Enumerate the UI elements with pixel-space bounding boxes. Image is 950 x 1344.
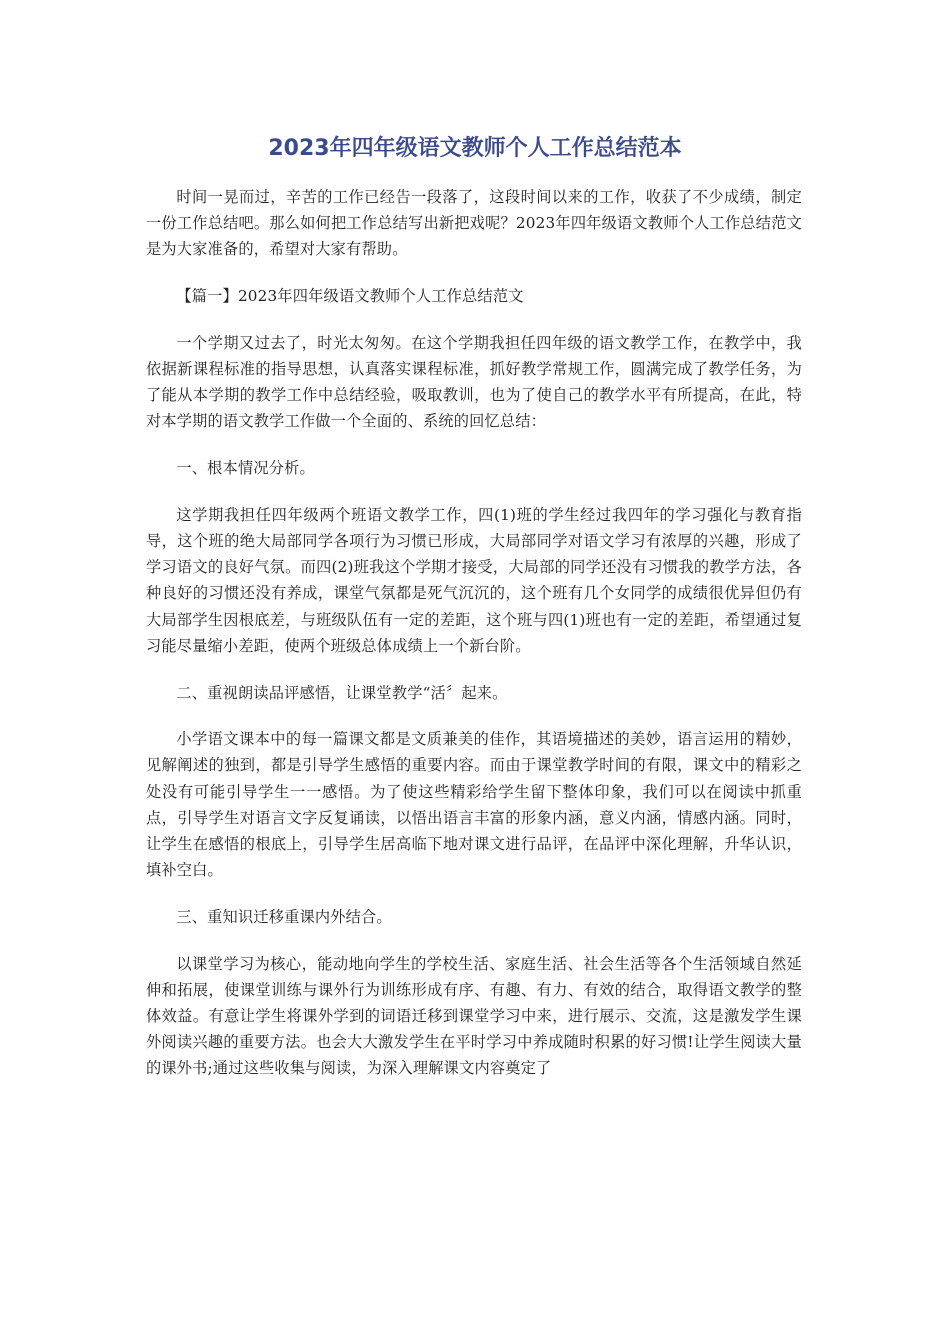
intro-paragraph: 时间一晃而过，辛苦的工作已经告一段落了，这段时间以来的工作，收获了不少成绩，制定一份工作总结吧。那么如何把工作总结写出新把戏呢？2023年四年级语文教师个人工作总结范文是为大家准备的，希望对大家有帮助。 — [146, 188, 802, 259]
section-heading-3: 三、重知识迁移重课内外结合。 — [176, 907, 392, 926]
section-heading-part-one: 【篇一】2023年四年级语文教师个人工作总结范文 — [176, 287, 524, 306]
body-paragraph: 小学语文课本中的每一篇课文都是文质兼美的佳作，其语境描述的美妙，语言运用的精妙，见解阐述的独到，都是引导学生感悟的重要内容。而由于课堂教学时间的有限，课文中的精彩之处没有可能引导学生一一感悟。为了使这些精彩给学生留下整体印象，我们可以在阅读中抓重点，引导学生对语言文字反复诵读，以悟出语言丰富的形象内涵，意义内涵，情感内涵。同时，让学生在感悟的根底上，引导学生居高临下地对课文进行品评，在品评中深化理解，升华认识，填补空白。 — [146, 730, 802, 880]
section-heading-2: 二、重视朗读品评感悟，让课堂教学“活〞起来。 — [176, 683, 508, 702]
document-title: 2023年四年级语文教师个人工作总结范本 — [268, 136, 682, 161]
document-body — [146, 184, 802, 1102]
body-paragraph: 一个学期又过去了，时光太匆匆。在这个学期我担任四年级的语文教学工作，在教学中，我依据新课程标准的指导思想，认真落实课程标准，抓好教学常规工作，圆满完成了教学任务，为了能从本学期的教学工作中总结经验，吸取教训，也为了使自己的教学水平有所提高，在此，特对本学期的语文教学工作做一个全面的、系统的回忆总结： — [146, 333, 802, 431]
body-paragraph: 以课堂学习为核心，能动地向学生的学校生活、家庭生活、社会生活等各个生活领域自然延伸和拓展，使课堂训练与课外行为训练形成有序、有趣、有力、有效的结合，取得语文教学的整体效益。有意让学生将课外学到的词语迁移到课堂学习中来，进行展示、交流，这是激发学生课外阅读兴趣的重要方法。也会大大激发学生在平时学习中养成随时积累的好习惯!让学生阅读大量的课外书;通过这些收集与阅读，为深入理解课文内容奠定了 — [146, 954, 802, 1078]
section-heading-1: 一、根本情况分析。 — [176, 459, 315, 478]
body-paragraph: 这学期我担任四年级两个班语文教学工作，四(1)班的学生经过我四年的学习强化与教育指导，这个班的绝大局部同学各项行为习惯已形成，大局部同学对语文学习有浓厚的兴趣，形成了学习语文的良好气氛。而四(2)班我这个学期才接受，大局部的同学还没有习惯我的教学方法，各种良好的习惯还没有养成，课堂气氛都是死气沉沉的，这个班有几个女同学的成绩很优异但仍有大局部学生因根底差，与班级队伍有一定的差距，这个班与四(1)班也有一定的差距，希望通过复习能尽量缩小差距，使两个班级总体成绩上一个新台阶。 — [146, 505, 802, 655]
